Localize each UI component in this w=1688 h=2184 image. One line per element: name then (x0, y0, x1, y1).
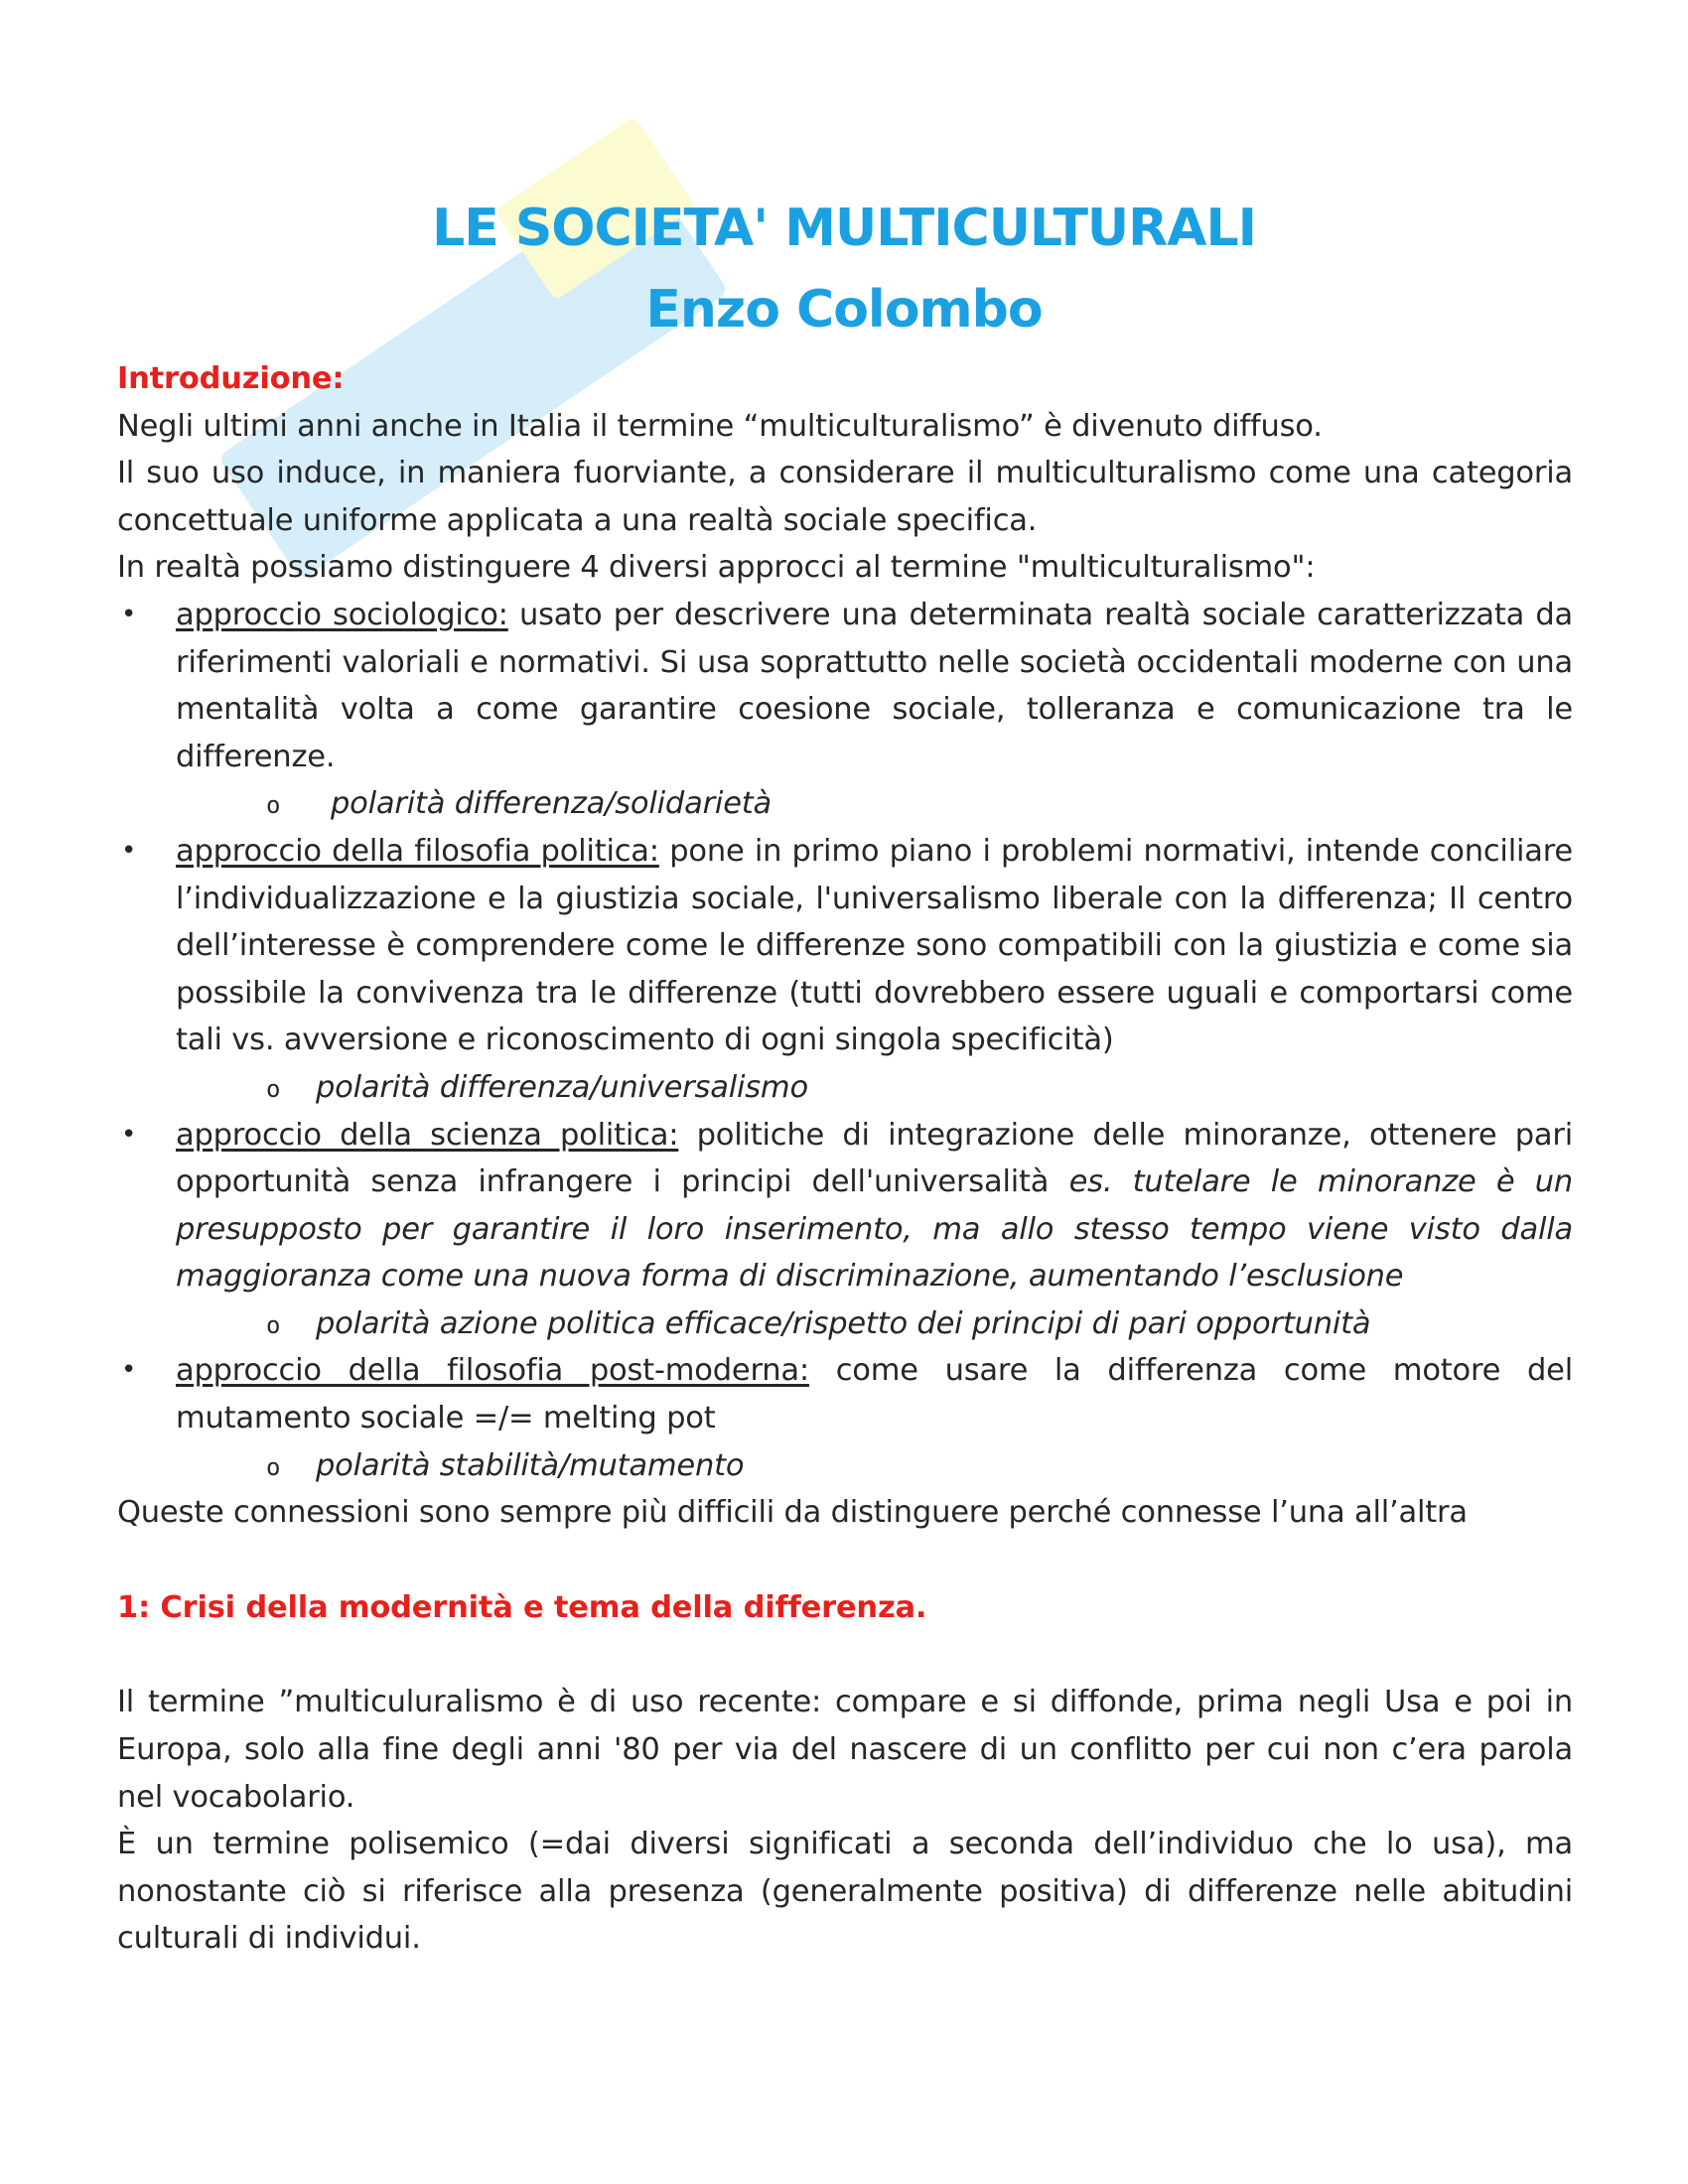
intro-heading: Introduzione: (117, 361, 345, 396)
section-1-heading: 1: Crisi della modernità e tema della differenza. (117, 1589, 927, 1625)
list-item (117, 828, 1573, 1064)
approach-label: approccio della scienza politica: (176, 1117, 679, 1153)
approaches-list (117, 1347, 1573, 1441)
intro-paragraph-2: Il suo uso induce, in maniera fuorviante, a considerare il multiculturalismo come una categoria concettuale uniforme applicata a una realtà sociale specifica. (117, 456, 1573, 538)
approach-text: politiche di integrazione delle minoranze, ottenere pari opportunità senza infrangere i principi dell'universalità (176, 1117, 1573, 1200)
approach-text: come usare la differenza come motore del mutamento sociale =/= melting pot (176, 1353, 1573, 1436)
section-1-paragraph-1: Il termine ”multiculuralismo è di uso recente: compare e si diffonde, prima negli Usa e poi in Europa, solo alla fine degli anni '80 per via del nascere di un conflitto per cui non c’era parola nel vocabolario. (117, 1685, 1573, 1815)
approach-label: approccio della filosofia politica: (176, 833, 659, 869)
approach-polarity: o polarità differenza/universalismo (117, 1064, 1573, 1112)
intro-closing: Queste connessioni sono sempre più difficili da distinguere perché connesse l’una all’altra (117, 1495, 1468, 1531)
approach-text: pone in primo piano i problemi normativi, intende conciliare l’individualizzazione e la giustizia sociale, l'universalismo liberale con la differenza; Il centro dell’interesse è comprendere come le differenze sono compatibili con la giustizia e come sia possibile la convivenza tra le differenze (tutti dovrebbero essere uguali e comportarsi come tali vs. avversione e riconoscimento di ogni singola specificità) (176, 833, 1573, 1058)
list-item (117, 592, 1573, 780)
document-body (117, 355, 1573, 1963)
approach-polarity: o polarità azione politica efficace/rispetto dei principi di pari opportunità (117, 1300, 1573, 1348)
intro-paragraph-3: In realtà possiamo distinguere 4 diversi approcci al termine "multiculturalismo": (117, 550, 1316, 586)
list-item (117, 1347, 1573, 1441)
approaches-list (117, 592, 1573, 780)
approach-label: approccio sociologico: (176, 597, 508, 632)
approach-example: es. tutelare le minoranze è un presupposto per garantire il loro inserimento, ma allo stesso tempo viene visto dalla maggioranza come una nuova forma di discriminazione, aumentando l’esclusione (176, 1164, 1573, 1295)
section-1-paragraph-2: È un termine polisemico (=dai diversi significati a seconda dell’individuo che lo usa), ma nonostante ciò si riferisce alla presenza (generalmente positiva) di differenze nelle abitudini culturali di individui. (117, 1827, 1573, 1957)
approach-polarity: o polarità stabilità/mutamento (117, 1442, 1573, 1490)
approaches-list (117, 1112, 1573, 1300)
document-title: LE SOCIETA' MULTICULTURALI (432, 199, 1256, 258)
approach-text: usato per descrivere una determinata realtà sociale caratterizzata da riferimenti valoriali e normativi. Si usa soprattutto nelle società occidentali moderne con una mentalità volta a come garantire coesione sociale, tolleranza e comunicazione tra le differenze. (176, 597, 1573, 774)
approach-label: approccio della filosofia post-moderna: (176, 1353, 809, 1389)
approaches-list (117, 828, 1573, 1064)
approach-polarity: o polarità differenza/solidarietà (117, 780, 1573, 828)
document-author: Enzo Colombo (645, 280, 1043, 340)
list-item (117, 1112, 1573, 1300)
intro-paragraph-1: Negli ultimi anni anche in Italia il termine “multiculturalismo” è divenuto diffuso. (117, 408, 1323, 444)
